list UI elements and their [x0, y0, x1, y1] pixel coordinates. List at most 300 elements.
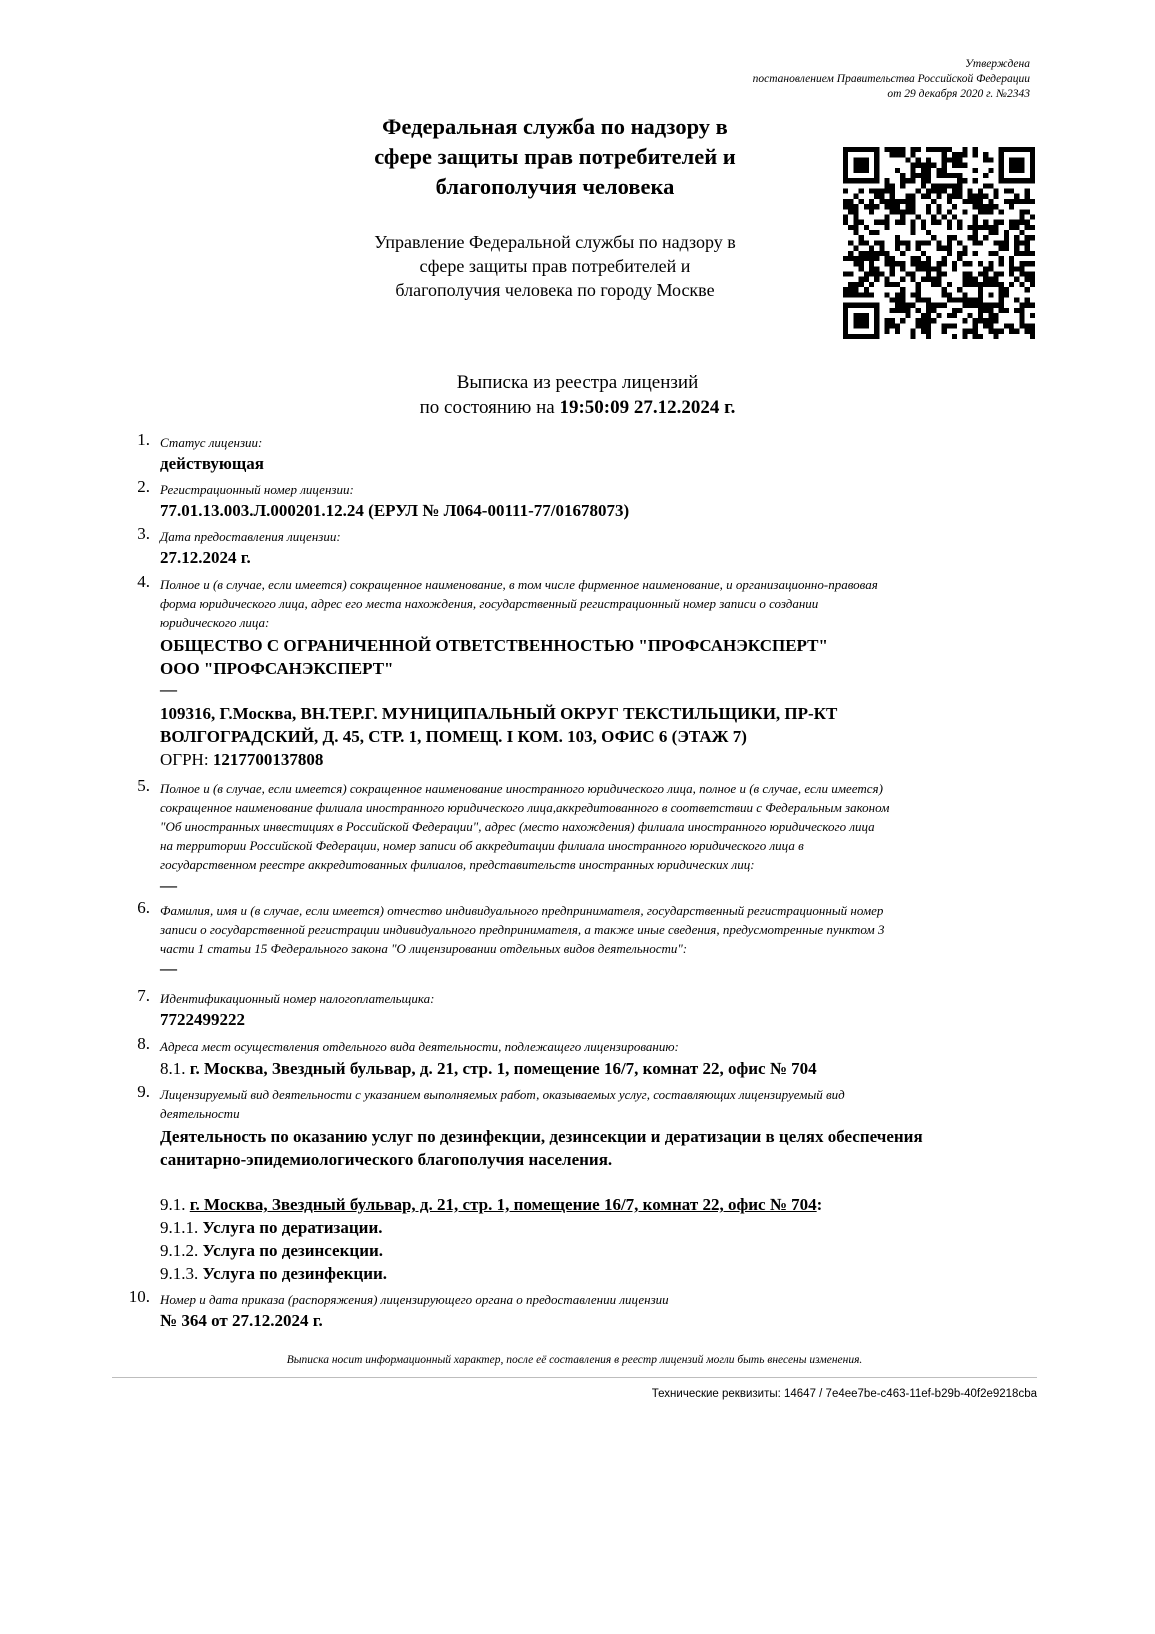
qr-module [926, 178, 931, 183]
qr-module [874, 168, 879, 173]
qr-module [999, 209, 1004, 214]
qr-module [859, 292, 864, 297]
qr-module [890, 272, 895, 277]
qr-module [859, 313, 864, 318]
qr-module [1025, 189, 1030, 194]
qr-module [864, 334, 869, 339]
qr-module [1009, 168, 1014, 173]
qr-module [988, 204, 993, 209]
qr-module [864, 225, 869, 230]
qr-module [910, 225, 915, 230]
qr-module [1025, 323, 1030, 328]
qr-module [864, 272, 869, 277]
qr-module [952, 173, 957, 178]
qr-module [900, 292, 905, 297]
qr-module [874, 334, 879, 339]
qr-module [900, 308, 905, 313]
qr-module [978, 225, 983, 230]
qr-module [968, 303, 973, 308]
qr-module [962, 277, 967, 282]
qr-module [890, 189, 895, 194]
qr-module [853, 282, 858, 287]
item-number: 10. [128, 1287, 150, 1306]
qr-module [1019, 157, 1024, 162]
service-text: Услуга по дератизации. [202, 1218, 383, 1237]
qr-module [1025, 329, 1030, 334]
qr-module [988, 209, 993, 214]
qr-module [859, 261, 864, 266]
qr-module [910, 147, 915, 152]
qr-module [962, 147, 967, 152]
qr-module [921, 178, 926, 183]
qr-module [947, 147, 952, 152]
qr-module [864, 313, 869, 318]
qr-module [978, 189, 983, 194]
qr-module [988, 168, 993, 173]
qr-module [1019, 168, 1024, 173]
approval-line-3: от 29 декабря 2020 г. №2343 [887, 88, 1030, 100]
qr-module [978, 272, 983, 277]
qr-module [983, 157, 988, 162]
qr-module [978, 303, 983, 308]
qr-module [988, 277, 993, 282]
item-number: 6. [137, 898, 150, 917]
qr-module [993, 204, 998, 209]
qr-module [895, 152, 900, 157]
qr-module [900, 173, 905, 178]
qr-module [1009, 157, 1014, 162]
qr-module [885, 261, 890, 266]
qr-module [947, 313, 952, 318]
qr-module [999, 220, 1004, 225]
qr-module [1030, 334, 1035, 339]
qr-module [931, 282, 936, 287]
qr-module [926, 240, 931, 245]
qr-module [916, 308, 921, 313]
qr-module [942, 323, 947, 328]
qr-module [952, 214, 957, 219]
qr-module [1004, 189, 1009, 194]
qr-module [879, 220, 884, 225]
qr-module [983, 173, 988, 178]
qr-module [973, 329, 978, 334]
qr-module [843, 323, 848, 328]
qr-module [926, 194, 931, 199]
qr-module [926, 230, 931, 235]
qr-module [942, 287, 947, 292]
item-label-line-2: сокращенное наименование филиала иностранного юридического лица,аккредитованного в соответствии с Федеральным законом [160, 800, 890, 815]
qr-module [864, 157, 869, 162]
qr-module [968, 194, 973, 199]
qr-module [859, 277, 864, 282]
qr-module [947, 157, 952, 162]
qr-module [910, 329, 915, 334]
qr-module [1030, 235, 1035, 240]
qr-module [988, 251, 993, 256]
qr-module [890, 297, 895, 302]
qr-module [900, 209, 905, 214]
qr-module [895, 308, 900, 313]
qr-module [895, 220, 900, 225]
qr-module [999, 240, 1004, 245]
qr-module [890, 147, 895, 152]
qr-module [978, 313, 983, 318]
qr-module [874, 329, 879, 334]
qr-module [1025, 199, 1030, 204]
address-entry [160, 1057, 1060, 1080]
address-entry-value: г. Москва, Звездный бульвар, д. 21, стр. 1, помещение 16/7, комнат 22, офис № 704 [189, 1059, 817, 1078]
qr-module [910, 168, 915, 173]
qr-module [993, 277, 998, 282]
qr-module [890, 261, 895, 266]
company-dash: — [160, 680, 177, 699]
footer-divider [112, 1377, 1037, 1378]
qr-module [1014, 225, 1019, 230]
qr-module [853, 313, 858, 318]
qr-module [1009, 323, 1014, 328]
qr-module [921, 168, 926, 173]
qr-module [900, 214, 905, 219]
qr-module [1009, 272, 1014, 277]
qr-module [1019, 323, 1024, 328]
qr-module [1004, 230, 1009, 235]
qr-module [1030, 313, 1035, 318]
qr-module [962, 334, 967, 339]
qr-module [1014, 308, 1019, 313]
qr-module [957, 251, 962, 256]
qr-module [885, 323, 890, 328]
company-full-name: ОБЩЕСТВО С ОГРАНИЧЕННОЙ ОТВЕТСТВЕННОСТЬЮ "ПРОФСАНЭКСПЕРТ" [160, 636, 828, 655]
qr-module [843, 303, 848, 308]
item-label: Номер и дата приказа (распоряжения) лицензирующего органа о предоставлении лицензии [160, 1292, 669, 1307]
qr-module [843, 292, 848, 297]
qr-module [1004, 287, 1009, 292]
qr-module [848, 303, 853, 308]
qr-module [869, 303, 874, 308]
qr-module [1004, 235, 1009, 240]
qr-module [942, 292, 947, 297]
qr-module [1009, 204, 1014, 209]
qr-module [952, 334, 957, 339]
qr-module [864, 251, 869, 256]
qr-module [895, 329, 900, 334]
qr-module [1030, 152, 1035, 157]
qr-module [926, 334, 931, 339]
qr-module [952, 308, 957, 313]
item-number: 7. [137, 986, 150, 1005]
qr-module [848, 225, 853, 230]
qr-module [957, 173, 962, 178]
activity-address-colon: : [816, 1195, 823, 1214]
qr-module [957, 189, 962, 194]
qr-module [1025, 147, 1030, 152]
qr-module [968, 272, 973, 277]
qr-module [1014, 240, 1019, 245]
qr-module [1025, 246, 1030, 251]
qr-module [900, 297, 905, 302]
qr-module [999, 157, 1004, 162]
qr-module [843, 287, 848, 292]
qr-module [999, 297, 1004, 302]
qr-module [910, 334, 915, 339]
qr-module [993, 272, 998, 277]
qr-module [926, 261, 931, 266]
qr-module [947, 297, 952, 302]
service-number: 9.1.2. [160, 1241, 199, 1260]
qr-module [1014, 297, 1019, 302]
qr-module [983, 282, 988, 287]
qr-module [853, 204, 858, 209]
qr-module [1019, 282, 1024, 287]
qr-module [1014, 168, 1019, 173]
qr-module [843, 152, 848, 157]
qr-module [864, 277, 869, 282]
qr-module [983, 209, 988, 214]
footer-note: Выписка носит информационный характер, после её составления в реестр лицензий могли быть внесены изменения. [286, 1354, 863, 1366]
extract-title-line: Выписка из реестра лицензий [456, 372, 699, 393]
qr-module [859, 163, 864, 168]
item-label-line-1: Лицензируемый вид деятельности с указанием выполняемых работ, оказываемых услуг, составляющих лицензируемый вид [160, 1087, 845, 1102]
qr-module [978, 287, 983, 292]
qr-module [957, 178, 962, 183]
qr-module [859, 334, 864, 339]
qr-module [900, 266, 905, 271]
qr-module [1019, 313, 1024, 318]
qr-module [1030, 168, 1035, 173]
qr-module [1004, 323, 1009, 328]
item-label-line-1: Полное и (в случае, если имеется) сокращенное наименование, в том числе фирменное наименование, и организационно-правовая [160, 577, 878, 592]
qr-module [921, 297, 926, 302]
qr-module [993, 194, 998, 199]
qr-module [993, 225, 998, 230]
qr-module [1009, 256, 1014, 261]
qr-module [853, 168, 858, 173]
qr-module [848, 251, 853, 256]
qr-module [988, 308, 993, 313]
item-label-line-2: форма юридического лица, адрес его места нахождения, государственный регистрационный номер записи о создании [160, 596, 819, 611]
qr-module [859, 251, 864, 256]
qr-module [843, 173, 848, 178]
qr-module [859, 282, 864, 287]
service-number: 9.1.1. [160, 1218, 199, 1237]
qr-module [859, 266, 864, 271]
qr-module [864, 178, 869, 183]
qr-module [916, 147, 921, 152]
item-label-line-1: Полное и (в случае, если имеется) сокращенное наименование иностранного юридического лица, полное и (в случае, если имеется) [160, 781, 883, 796]
qr-module [843, 189, 848, 194]
qr-module [1019, 214, 1024, 219]
item-label-line-3: "Об иностранных инвестициях в Российской Федерации", адрес (место нахождения) филиала иностранного юридического лица [160, 819, 875, 834]
qr-module [983, 235, 988, 240]
qr-module [962, 292, 967, 297]
item-value: № 364 от 27.12.2024 г. [160, 1311, 323, 1330]
qr-module [859, 168, 864, 173]
qr-module [910, 272, 915, 277]
item-value: 27.12.2024 г. [160, 548, 251, 567]
qr-module [1019, 251, 1024, 256]
qr-module [853, 256, 858, 261]
qr-module [864, 287, 869, 292]
qr-module [1014, 147, 1019, 152]
qr-module [916, 240, 921, 245]
activity-address-number: 9.1. [160, 1195, 186, 1214]
qr-module [843, 199, 848, 204]
qr-module [942, 168, 947, 173]
qr-module [973, 277, 978, 282]
qr-module [916, 157, 921, 162]
qr-module [895, 168, 900, 173]
qr-module [973, 318, 978, 323]
qr-module [848, 292, 853, 297]
agency-title-line-1: Федеральная служба по надзору в [382, 114, 728, 139]
qr-module [999, 292, 1004, 297]
qr-module [952, 194, 957, 199]
qr-module [962, 318, 967, 323]
qr-module [931, 318, 936, 323]
qr-module [952, 266, 957, 271]
qr-module [957, 194, 962, 199]
qr-module [993, 282, 998, 287]
qr-module [1025, 225, 1030, 230]
item-number: 2. [137, 477, 150, 496]
qr-module [1025, 194, 1030, 199]
qr-module [895, 199, 900, 204]
qr-module [999, 308, 1004, 313]
qr-module [926, 308, 931, 313]
qr-module [978, 194, 983, 199]
qr-module [1009, 147, 1014, 152]
qr-module [936, 194, 941, 199]
qr-module [916, 287, 921, 292]
qr-module [968, 199, 973, 204]
qr-module [895, 297, 900, 302]
qr-module [1014, 277, 1019, 282]
qr-module [983, 183, 988, 188]
qr-module [900, 199, 905, 204]
qr-module [1014, 266, 1019, 271]
qr-module [1019, 266, 1024, 271]
qr-module [864, 147, 869, 152]
qr-module [931, 183, 936, 188]
qr-module [895, 282, 900, 287]
qr-module [1025, 272, 1030, 277]
qr-module [936, 272, 941, 277]
qr-module [885, 220, 890, 225]
qr-module [874, 178, 879, 183]
qr-module [973, 178, 978, 183]
qr-module [910, 277, 915, 282]
qr-module [905, 272, 910, 277]
qr-module [885, 183, 890, 188]
qr-module [957, 225, 962, 230]
qr-module [848, 272, 853, 277]
qr-module [947, 173, 952, 178]
extract-as-of-prefix: по состоянию на [419, 397, 555, 418]
approval-line-2: постановлением Правительства Российской Федерации [752, 73, 1030, 85]
qr-module [931, 308, 936, 313]
qr-module [926, 204, 931, 209]
service-text: Услуга по дезинфекции. [202, 1264, 388, 1283]
qr-module [905, 313, 910, 318]
qr-module [983, 152, 988, 157]
qr-module [1025, 297, 1030, 302]
qr-module [942, 189, 947, 194]
qr-module [853, 214, 858, 219]
qr-module [864, 168, 869, 173]
qr-module [890, 323, 895, 328]
qr-module [910, 204, 915, 209]
qr-module [905, 199, 910, 204]
qr-module [921, 240, 926, 245]
qr-module [942, 214, 947, 219]
qr-module [926, 297, 931, 302]
qr-module [936, 277, 941, 282]
qr-module [962, 261, 967, 266]
qr-module [900, 303, 905, 308]
qr-module [1025, 303, 1030, 308]
qr-module [874, 147, 879, 152]
qr-module [879, 246, 884, 251]
qr-module [988, 329, 993, 334]
qr-module [921, 277, 926, 282]
qr-module [968, 235, 973, 240]
qr-module [1025, 261, 1030, 266]
qr-module [853, 178, 858, 183]
qr-module [973, 297, 978, 302]
qr-module [848, 334, 853, 339]
qr-module [853, 334, 858, 339]
activity-address [160, 1193, 1060, 1216]
qr-module [921, 183, 926, 188]
qr-module [864, 204, 869, 209]
qr-module [968, 313, 973, 318]
qr-module [853, 163, 858, 168]
qr-module [869, 204, 874, 209]
qr-module [1030, 178, 1035, 183]
qr-module [962, 199, 967, 204]
activity-address-value: г. Москва, Звездный бульвар, д. 21, стр. 1, помещение 16/7, комнат 22, офис № 704 [189, 1195, 817, 1214]
qr-module [936, 189, 941, 194]
qr-module [988, 199, 993, 204]
qr-module [859, 147, 864, 152]
qr-module [853, 230, 858, 235]
qr-module [1019, 209, 1024, 214]
qr-module [885, 292, 890, 297]
qr-module [1030, 323, 1035, 328]
qr-module [895, 246, 900, 251]
qr-module [895, 147, 900, 152]
qr-module [1014, 178, 1019, 183]
qr-module [879, 251, 884, 256]
qr-module [890, 183, 895, 188]
qr-module [993, 251, 998, 256]
qr-module [926, 329, 931, 334]
qr-module [978, 308, 983, 313]
qr-module [968, 277, 973, 282]
qr-module [983, 277, 988, 282]
qr-module [885, 199, 890, 204]
qr-module [921, 251, 926, 256]
qr-module [874, 157, 879, 162]
item-number: 5. [137, 776, 150, 795]
qr-module [931, 303, 936, 308]
qr-module [885, 256, 890, 261]
qr-module [905, 246, 910, 251]
qr-module [859, 220, 864, 225]
department-line-1: Управление Федеральной службы по надзору в [374, 232, 736, 252]
qr-module [843, 163, 848, 168]
qr-module [910, 261, 915, 266]
